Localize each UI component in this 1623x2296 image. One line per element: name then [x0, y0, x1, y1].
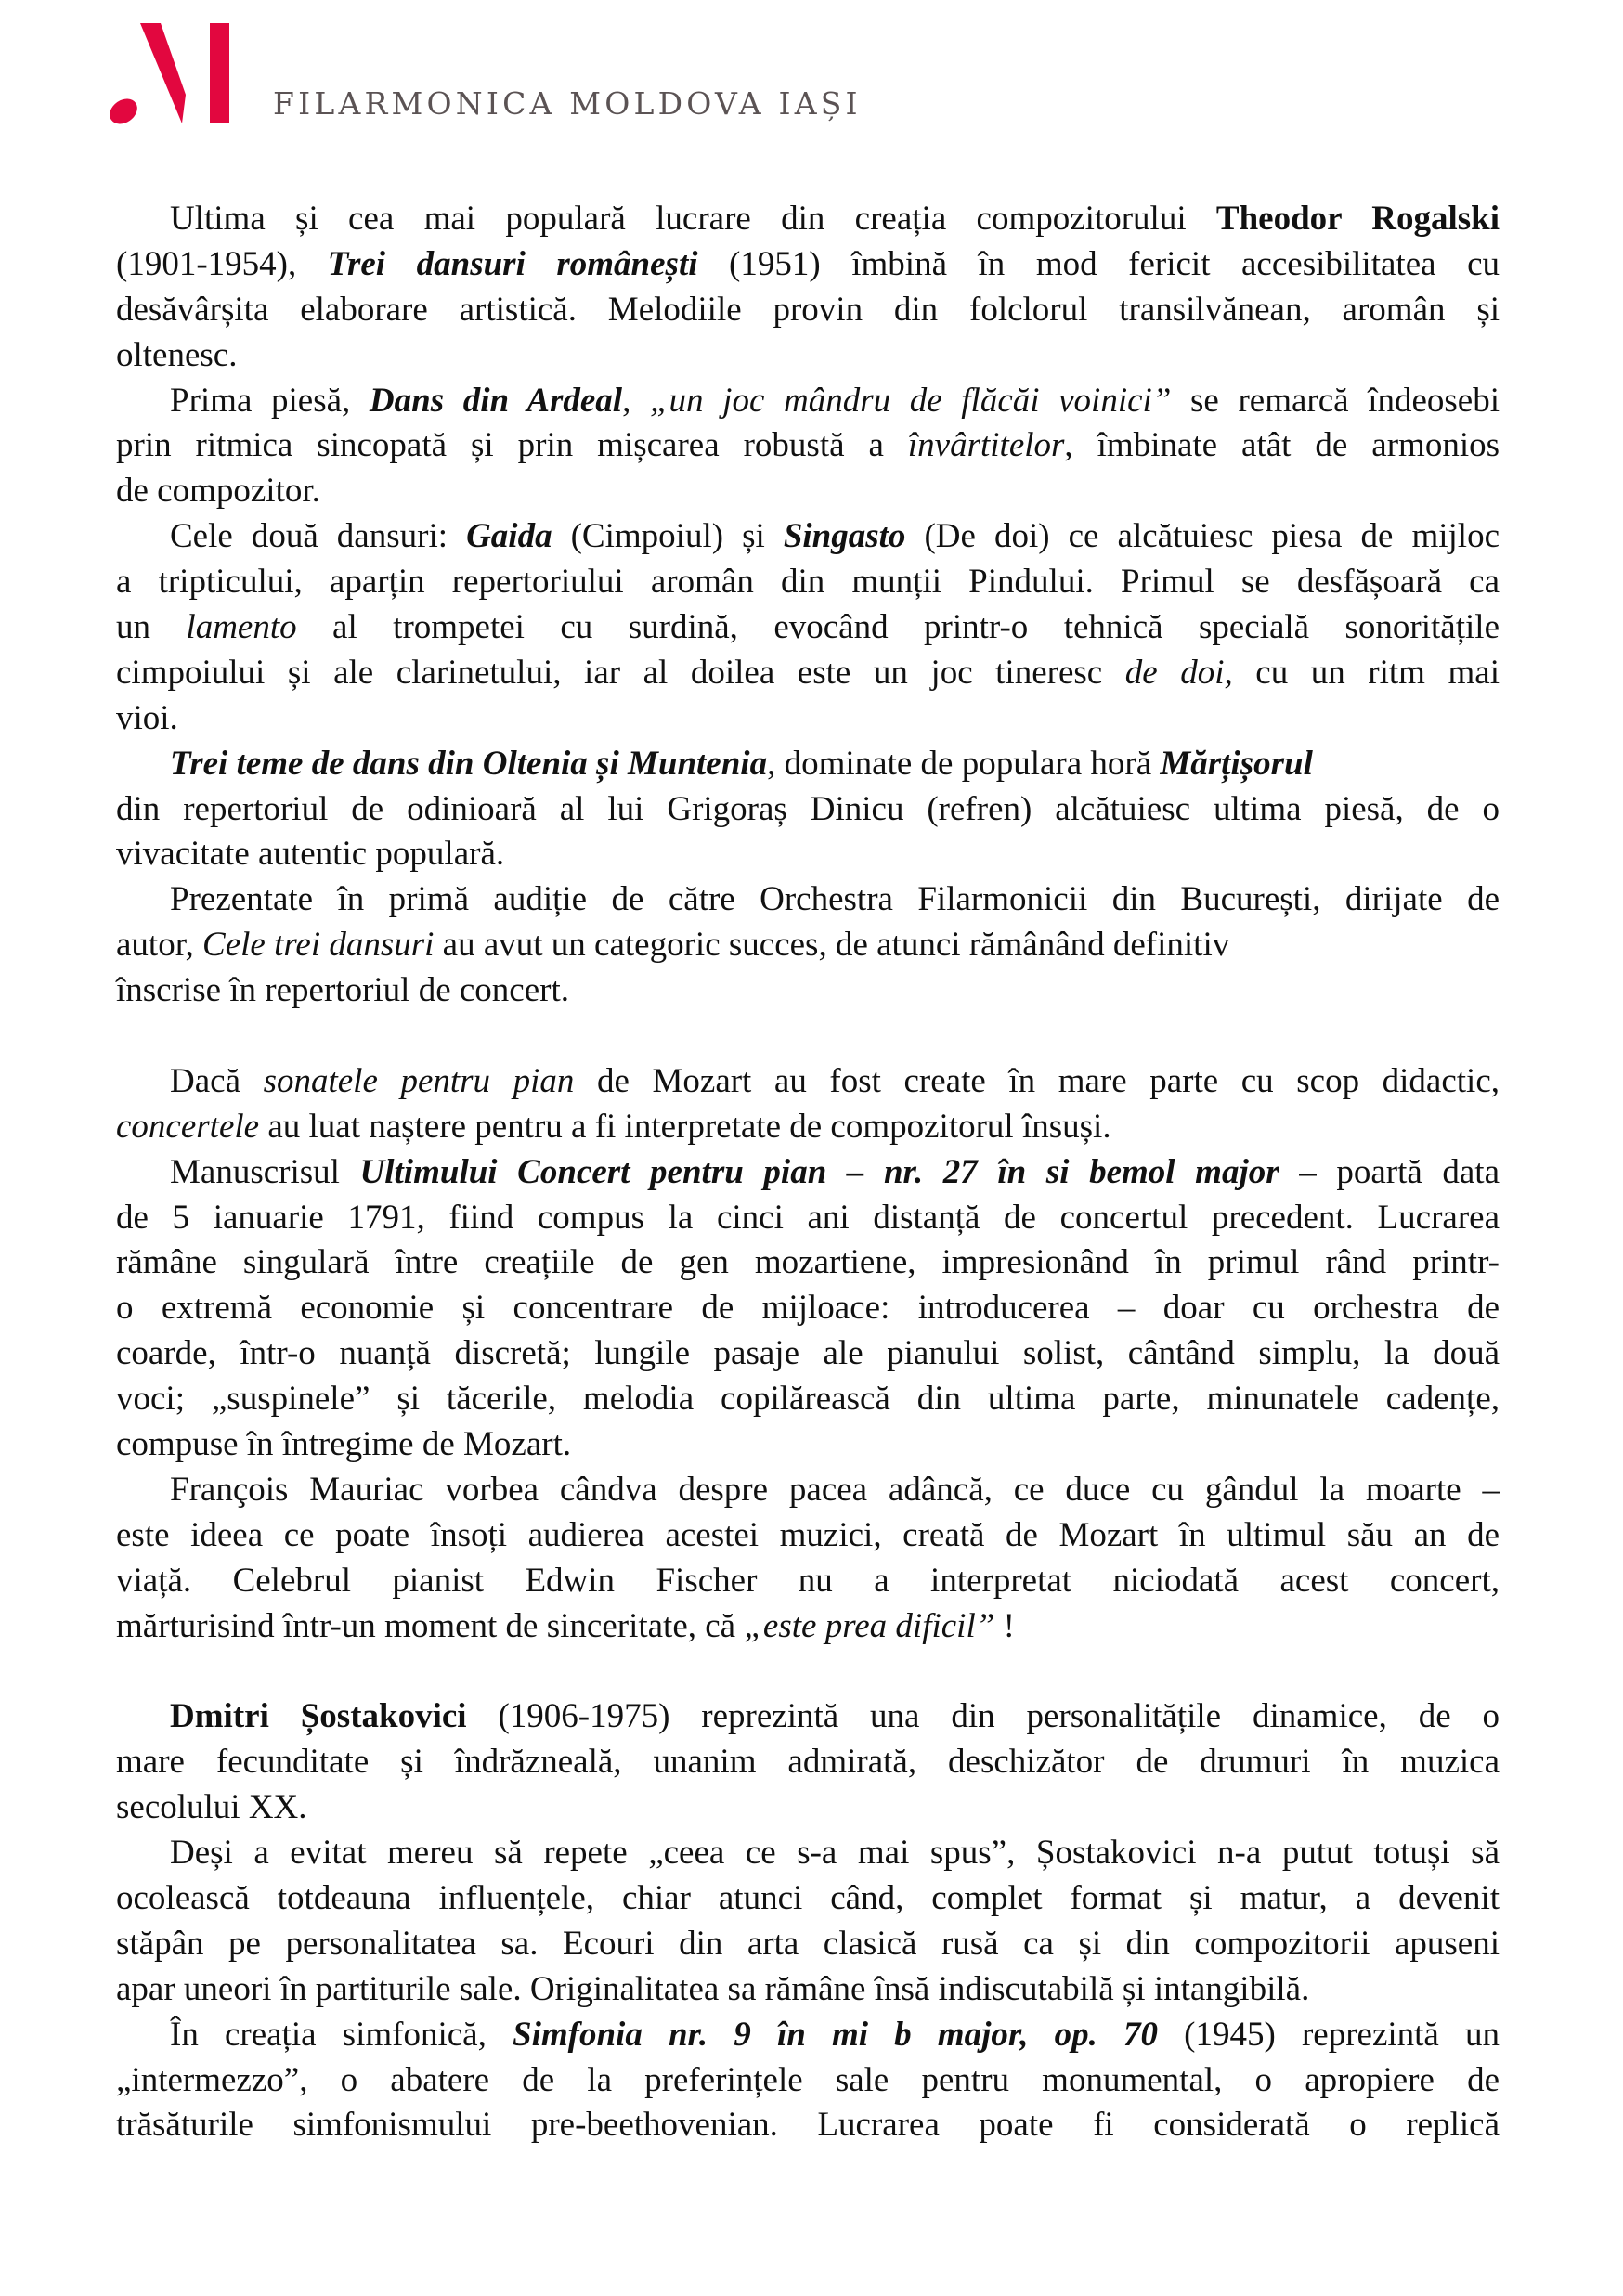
text-run: cu un ritm mai	[1232, 653, 1500, 692]
text-run: apar uneori în partiturile sale. Originalitatea sa rămâne însă indiscutabilă și intangibilă.	[116, 1969, 1310, 2008]
text-run: a tripticului, aparțin repertoriului aromân din munții Pindului. Primul se desfășoară ca	[116, 563, 1500, 602]
text-line	[116, 1922, 1500, 1967]
emphasized-text: Dmitri Șostakovici	[170, 1697, 467, 1736]
text-line	[116, 1422, 1500, 1468]
paragraph	[116, 1059, 1500, 1150]
text-line	[116, 923, 1500, 968]
text-run: mare fecunditate și îndrăzneală, unanim admirată, deschizător de drumuri în muzica	[116, 1743, 1500, 1782]
text-line	[116, 242, 1500, 288]
paragraph	[116, 514, 1500, 741]
paragraph	[116, 2013, 1500, 2149]
text-line	[116, 2103, 1500, 2148]
text-line	[116, 1876, 1500, 1922]
text-run: de compozitor.	[116, 472, 320, 511]
emphasized-text: Ultimului Concert pentru pian – nr. 27 în si bemol major	[359, 1152, 1279, 1191]
text-run: din repertoriul de odinioară al lui Grigoraș Dinicu (refren) alcătuiesc ultima piesă, de o	[116, 789, 1500, 828]
emphasized-text: Simfonia nr. 9 în mi b major, op. 70	[513, 2015, 1159, 2054]
text-run: – poartă data	[1279, 1152, 1500, 1191]
italic-text: Cele trei dansuri	[202, 926, 435, 965]
logo-dot	[105, 94, 142, 129]
text-run: compuse în întregime de Mozart.	[116, 1425, 572, 1464]
text-run: (1945) reprezintă un	[1158, 2015, 1500, 2054]
text-run: de 5 ianuarie 1791, fiind compus la cinci ani distanță de concertul precedent. Lucrarea	[116, 1198, 1500, 1237]
text-run: trăsăturile simfonismului pre-beethovenian. Lucrarea poate fi considerată o replică	[116, 2106, 1500, 2145]
text-line	[116, 2058, 1500, 2104]
text-run: Ultima și cea mai populară lucrare din creația compozitorului	[170, 200, 1216, 238]
italic-text: „un joc mândru de flăcăi voinici”	[649, 381, 1172, 420]
text-run: Dacă	[170, 1061, 264, 1100]
emphasized-text: Trei dansuri românești	[327, 244, 698, 283]
text-line	[116, 1967, 1500, 2013]
text-run: au luat naștere pentru a fi interpretate de compozitorul însuși.	[259, 1107, 1111, 1146]
text-run: vioi.	[116, 698, 178, 737]
text-line	[116, 1240, 1500, 1286]
text-run: Prima piesă,	[170, 381, 370, 420]
italic-text: sonatele pentru pian	[263, 1061, 575, 1100]
text-line	[116, 787, 1500, 833]
text-run: secolului XX.	[116, 1788, 307, 1827]
paragraph	[116, 877, 1500, 1014]
text-run: !	[994, 1606, 1015, 1645]
text-run: este ideea ce poate însoți audierea acestei muzici, creată de Mozart în ultimul său an de	[116, 1515, 1500, 1554]
filarmonica-m-logo-icon	[102, 19, 237, 130]
italic-text: lamento	[186, 608, 297, 647]
paragraph	[116, 1831, 1500, 2013]
text-line	[116, 696, 1500, 742]
emphasized-text: Dans din Ardeal	[369, 381, 623, 420]
text-line	[116, 1604, 1500, 1650]
text-run: se remarcă îndeosebi	[1171, 381, 1500, 420]
text-line	[116, 1059, 1500, 1105]
text-run: cimpoiului și ale clarinetului, iar al doilea este un joc tineresc	[116, 653, 1125, 692]
text-run: un	[116, 608, 187, 647]
text-run: prin ritmica sincopată și prin mișcarea robustă a	[116, 426, 908, 465]
text-run: ,	[622, 381, 650, 420]
text-run: În creația simfonică,	[170, 2015, 513, 2054]
text-line	[116, 1694, 1500, 1740]
text-run: , dominate de populara horă	[767, 744, 1161, 783]
text-line	[116, 1331, 1500, 1377]
emphasized-text: Singasto	[783, 517, 906, 556]
text-line	[116, 968, 1500, 1014]
text-run: Manuscrisul	[170, 1152, 360, 1191]
text-line	[116, 197, 1500, 242]
text-line	[116, 1377, 1500, 1422]
emphasized-text: Trei teme de dans din Oltenia și Muntenia	[170, 744, 768, 783]
blank-line	[116, 1650, 1500, 1695]
brand-name: FILARMONICA MOLDOVA IAȘI	[273, 85, 862, 122]
italic-text: învârtitelor	[907, 426, 1065, 465]
text-run: coarde, într-o nuanță discretă; lungile pasaje ale pianului solist, cântând simplu, la două	[116, 1334, 1500, 1373]
logo-diagonal-stroke	[140, 23, 186, 123]
text-line	[116, 651, 1500, 696]
text-run: al trompetei cu surdină, evocând printr-o tehnică specială sonoritățile	[296, 608, 1500, 647]
text-run: (1901-1954),	[116, 244, 328, 283]
section-mozart	[116, 1059, 1500, 1650]
text-line	[116, 560, 1500, 605]
text-line	[116, 832, 1500, 877]
emphasized-text: Mărțișorul	[1160, 744, 1313, 783]
text-run: oltenesc.	[116, 335, 238, 374]
text-line	[116, 877, 1500, 923]
text-line	[116, 1468, 1500, 1513]
text-line	[116, 379, 1500, 424]
text-line	[116, 333, 1500, 379]
text-line	[116, 1196, 1500, 1241]
text-run: (De doi) ce alcătuiesc piesa de mijloc	[905, 517, 1500, 556]
italic-text: „este prea dificil”	[744, 1606, 995, 1645]
text-run: vivacitate autentic populară.	[116, 835, 505, 874]
paragraph	[116, 1694, 1500, 1831]
text-run: au avut un categoric succes, de atunci rămânând definitiv	[434, 926, 1230, 965]
text-run: (1906-1975) reprezintă una din personalitățile dinamice, de o	[466, 1697, 1500, 1736]
section-sostakovici	[116, 1694, 1500, 2148]
text-run: viață. Celebrul pianist Edwin Fischer nu a interpretat niciodată acest concert,	[116, 1561, 1500, 1600]
text-run: (1951) îmbină în mod fericit accesibilitatea cu	[697, 244, 1500, 283]
paragraph	[116, 742, 1500, 878]
paragraph	[116, 1150, 1500, 1468]
text-run: François Mauriac vorbea cândva despre pacea adâncă, ce duce cu gândul la moarte –	[170, 1470, 1500, 1509]
emphasized-text: Theodor Rogalski	[1215, 200, 1500, 238]
italic-text: concertele	[116, 1107, 260, 1146]
text-run: ocolească totdeauna influențele, chiar atunci când, complet format și matur, a devenit	[116, 1878, 1500, 1917]
section-rogalski	[116, 197, 1500, 1014]
text-run: Cele două dansuri:	[170, 517, 467, 556]
logo-vertical-stroke	[210, 23, 229, 123]
emphasized-text: Gaida	[466, 517, 552, 556]
text-line	[116, 1286, 1500, 1331]
text-line	[116, 514, 1500, 560]
blank-line	[116, 1014, 1500, 1059]
text-line	[116, 742, 1500, 787]
text-run: „intermezzo”, o abatere de la preferințele sale pentru monumental, o apropiere de	[116, 2060, 1500, 2099]
text-line	[116, 1105, 1500, 1150]
text-run: mărturisind într-un moment de sinceritate, că	[116, 1606, 745, 1645]
text-line	[116, 469, 1500, 514]
text-run: Deși a evitat mereu să repete „ceea ce s-a mai spus”, Șostakovici n-a putut totuși să	[170, 1834, 1500, 1873]
paragraph	[116, 1468, 1500, 1650]
text-run: o extremă economie și concentrare de mijloace: introducerea – doar cu orchestra de	[116, 1289, 1500, 1328]
paragraph	[116, 197, 1500, 379]
text-line	[116, 423, 1500, 469]
text-run: înscrise în repertoriul de concert.	[116, 971, 569, 1010]
text-run: voci; „suspinele” și tăcerile, melodia copilărească din ultima parte, minunatele cadențe,	[116, 1380, 1500, 1419]
text-run: , îmbinate atât de armonios	[1064, 426, 1500, 465]
text-line	[116, 1559, 1500, 1604]
text-run: desăvârșita elaborare artistică. Melodiile provin din folclorul transilvănean, aromân și	[116, 290, 1500, 329]
text-run: (Cimpoiul) și	[552, 517, 784, 556]
italic-text: de doi,	[1124, 653, 1233, 692]
paragraph	[116, 379, 1500, 515]
text-line	[116, 1740, 1500, 1785]
text-line	[116, 2013, 1500, 2058]
text-run: stăpân pe personalitatea sa. Ecouri din arta clasică rusă ca și din compozitorii apuseni	[116, 1924, 1500, 1963]
text-run: de Mozart au fost create în mare parte cu scop didactic,	[574, 1061, 1500, 1100]
text-line	[116, 1513, 1500, 1559]
text-run: Prezentate în primă audiție de către Orchestra Filarmonicii din București, dirijate de	[170, 880, 1500, 919]
text-line	[116, 1831, 1500, 1876]
text-run: rămâne singulară între creațiile de gen mozartiene, impresionând în primul rând printr-	[116, 1243, 1500, 1282]
text-line	[116, 605, 1500, 651]
document-body	[116, 197, 1500, 2148]
text-run: autor,	[116, 926, 203, 965]
text-line	[116, 288, 1500, 333]
text-line	[116, 1150, 1500, 1196]
text-line	[116, 1785, 1500, 1831]
